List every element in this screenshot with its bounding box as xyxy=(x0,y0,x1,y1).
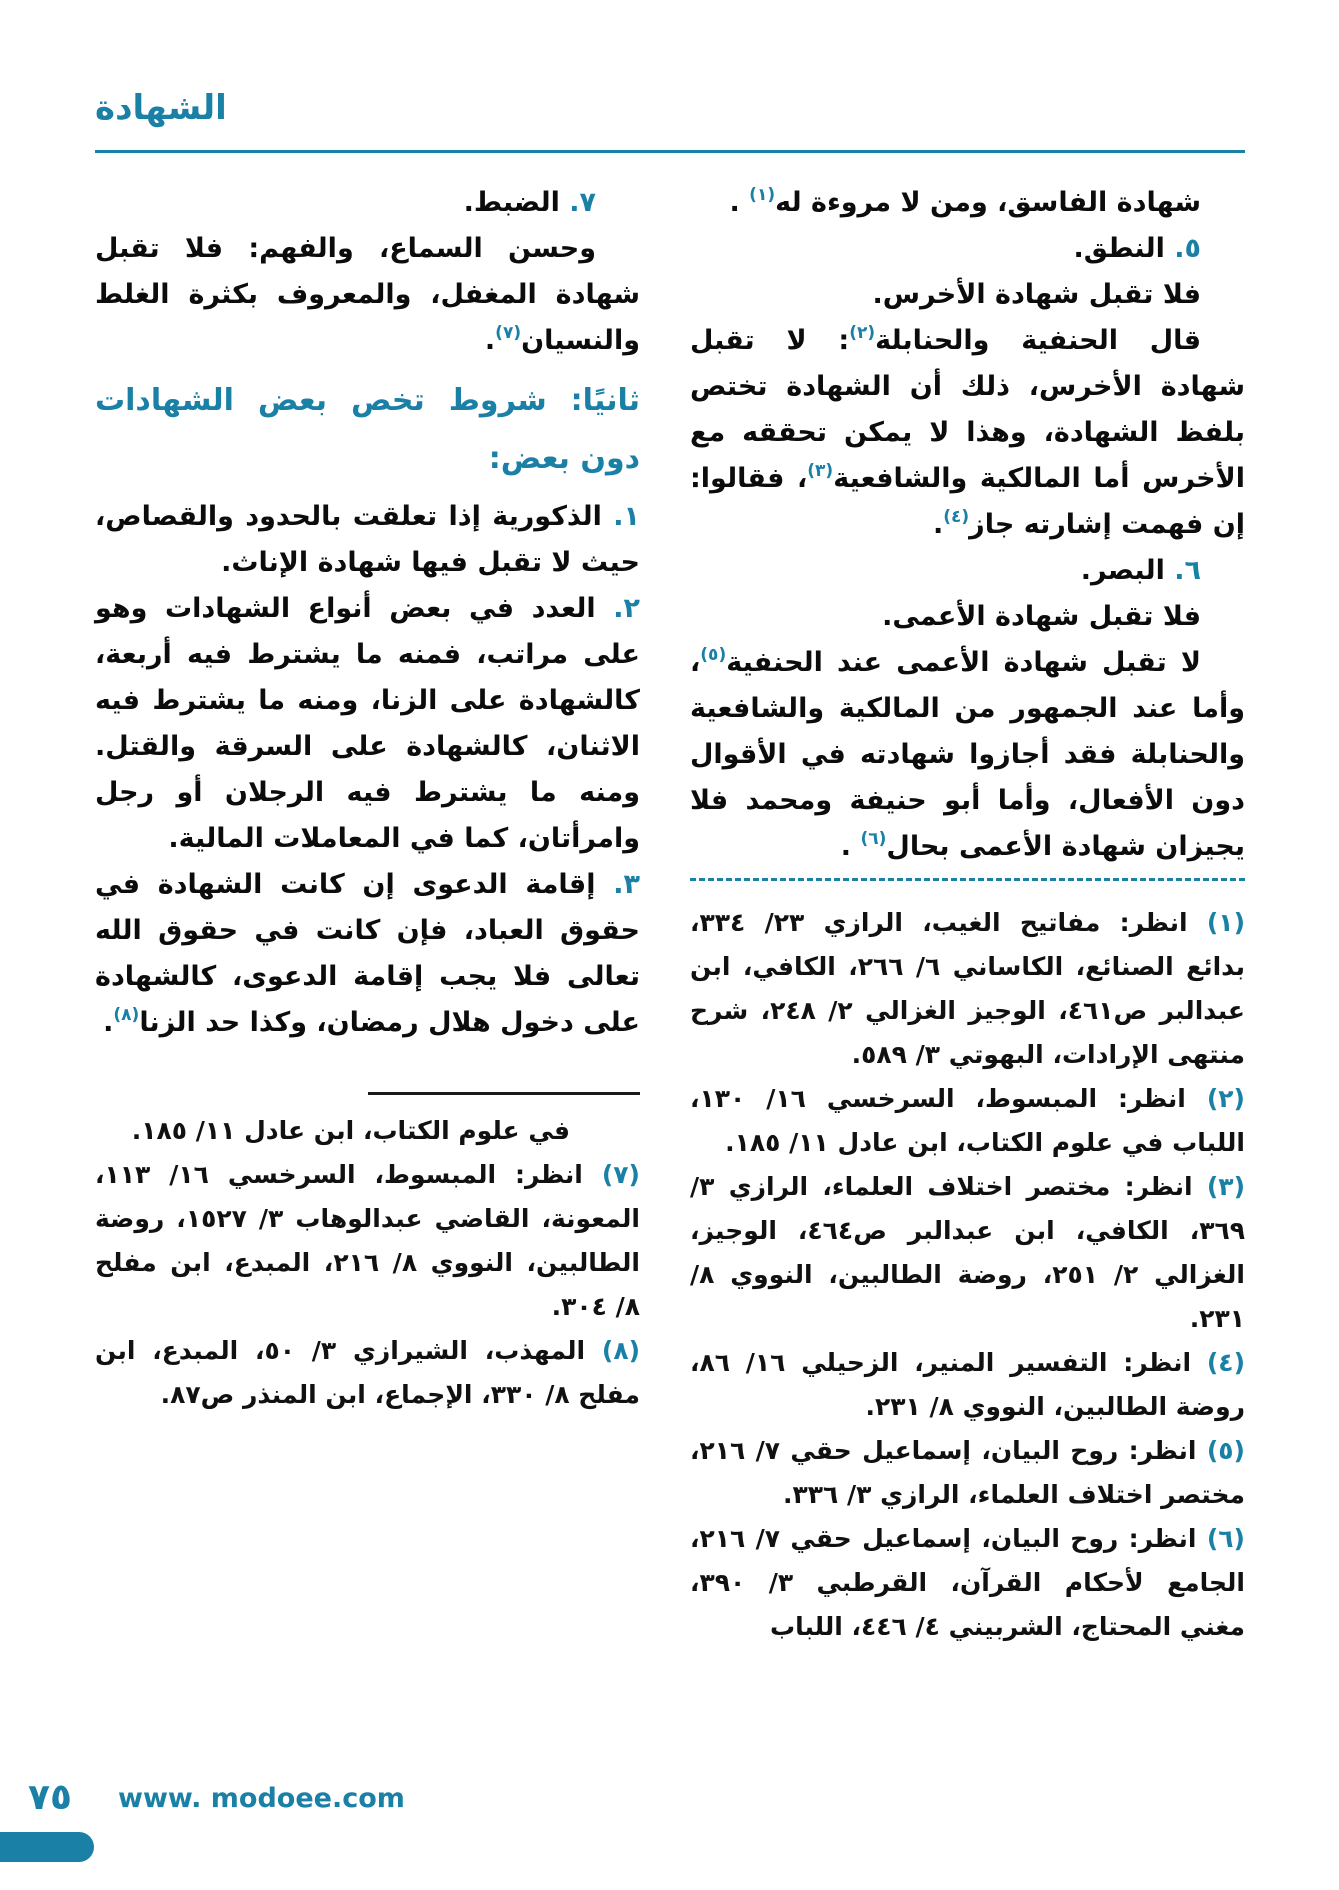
paragraph-akhras: فلا تقبل شهادة الأخرس. xyxy=(872,279,1201,310)
footnote-4 xyxy=(690,1341,1245,1429)
item-heading-6 xyxy=(690,548,1245,594)
item-number: ٦. xyxy=(1174,555,1201,586)
paragraph-aama-detail xyxy=(690,640,1245,870)
paragraph-text: ، وأما عند الجمهور من المالكية والشافعية والحنابلة فقد أجازوا شهادته في الأقوال دون الأفعال، وأما أبو حنيفة ومحمد فلا يجيزان شهادة الأعمى بحال xyxy=(690,647,1245,862)
item-title: الضبط. xyxy=(463,187,560,218)
footnote-8 xyxy=(95,1329,640,1417)
paragraph-fasiq xyxy=(690,180,1245,226)
item-number: ١. xyxy=(613,501,641,532)
paragraph-hanafiyya xyxy=(690,318,1245,548)
footnote-number: (٧) xyxy=(601,1160,640,1189)
footnote-ref-4: (٤) xyxy=(943,507,970,527)
item-text: إقامة الدعوى إن كانت الشهادة في حقوق العباد، فإن كانت في حقوق الله تعالى فلا يجب إقامة الدعوى، كالشهادة على دخول هلال رمضان، وكذا حد الزنا xyxy=(95,869,640,1038)
footnote-number: (٢) xyxy=(1206,1084,1245,1113)
footnote-number: (٦) xyxy=(1206,1524,1245,1553)
item-title: النطق. xyxy=(1073,233,1165,264)
paragraph-dabt xyxy=(95,226,640,364)
header-rule xyxy=(95,150,1245,153)
paragraph-text: : لا تقبل شهادة الأخرس، ذلك أن الشهادة تختص بلفظ الشهادة، وهذا لا يمكن تحققه مع الأخرس أما المالكية والشافعية xyxy=(690,325,1245,494)
footnote-text: انظر: مختصر اختلاف العلماء، الرازي ٣/ ٣٦٩، الكافي، ابن عبدالبر ص٤٦٤، الوجيز، الغزالي ٢/ ٢٥١، روضة الطالبين، النووي ٨/ ٢٣١. xyxy=(690,1172,1246,1333)
paragraph-text: قال الحنفية والحنابلة xyxy=(875,325,1201,356)
item-text: . xyxy=(103,1007,114,1038)
item-text: الذكورية إذا تعلقت بالحدود والقصاص، حيث لا تقبل فيها شهادة الإناث. xyxy=(95,501,640,578)
column-left xyxy=(95,180,640,1649)
footnote-text: انظر: المبسوط، السرخسي ١٦/ ١٣٠، اللباب في علوم الكتاب، ابن عادل ١١/ ١٨٥. xyxy=(690,1084,1245,1157)
footnote-2 xyxy=(690,1077,1245,1165)
footnote-text: انظر: المبسوط، السرخسي ١٦/ ١١٣، المعونة، القاضي عبدالوهاب ٣/ ١٥٢٧، روضة الطالبين، النووي ٨/ ٢١٦، المبدع، ابن مفلح ٨/ ٣٠٤. xyxy=(95,1160,641,1321)
list-item-1 xyxy=(95,494,640,586)
paragraph-text: . xyxy=(484,325,496,356)
page-title: الشهادة xyxy=(95,88,227,128)
paragraph-text: ، فقالوا: إن فهمت إشارته جاز xyxy=(690,463,1245,540)
footnote-ref-7: (٧) xyxy=(495,323,522,343)
item-title: البصر. xyxy=(1080,555,1165,586)
list-item-3 xyxy=(95,862,640,1046)
footnote-number: (٨) xyxy=(601,1336,641,1365)
footnote-number: (٤) xyxy=(1206,1348,1245,1377)
footnote-text: انظر: روح البيان، إسماعيل حقي ٧/ ٢١٦، مختصر اختلاف العلماء، الرازي ٣/ ٣٣٦. xyxy=(690,1436,1245,1509)
item-text: العدد في بعض أنواع الشهادات وهو على مراتب، فمنه ما يشترط فيه أربعة، كالشهادة على الزنا، ومنه ما يشترط فيه الاثنان، كالشهادة على السرقة والقتل. ومنه ما يشترط فيه الرجلان أو رجل وامرأتان، كما في المعاملات المالية. xyxy=(95,593,640,854)
footer-accent-bar xyxy=(0,1832,94,1862)
paragraph-text: لا تقبل شهادة الأعمى عند الحنفية xyxy=(726,647,1201,678)
item-number: ٥. xyxy=(1174,233,1201,264)
footnotes-left xyxy=(95,1109,640,1417)
footnote-ref-2: (٢) xyxy=(849,323,876,343)
column-right xyxy=(690,180,1245,1649)
footnote-6 xyxy=(690,1517,1245,1649)
footnote-ref-3: (٣) xyxy=(807,461,834,481)
content-columns xyxy=(95,180,1245,1649)
website-link[interactable]: www. modoee.com xyxy=(118,1783,405,1814)
footnote-5 xyxy=(690,1429,1245,1517)
footnote-separator-line xyxy=(368,1092,640,1095)
item-number: ٧. xyxy=(569,187,596,218)
item-number: ٢. xyxy=(613,593,640,624)
footnote-number: (٣) xyxy=(1206,1172,1245,1201)
footnote-1 xyxy=(690,901,1245,1077)
paragraph-text: . xyxy=(932,509,944,540)
paragraph-text: شهادة الفاسق، ومن لا مروءة له xyxy=(775,187,1201,218)
footnotes-right xyxy=(690,901,1245,1649)
footnote-7 xyxy=(95,1153,640,1329)
footnote-text: انظر: التفسير المنير، الزحيلي ١٦/ ٨٦، روضة الطالبين، النووي ٨/ ٢٣١. xyxy=(690,1348,1245,1421)
footnote-6-continuation: في علوم الكتاب، ابن عادل ١١/ ١٨٥. xyxy=(131,1116,570,1145)
item-heading-5 xyxy=(690,226,1245,272)
footnote-text: انظر: روح البيان، إسماعيل حقي ٧/ ٢١٦، الجامع لأحكام القرآن، القرطبي ٣/ ٣٩٠، مغني المحتاج، الشربيني ٤/ ٤٤٦، اللباب xyxy=(690,1524,1245,1641)
item-heading-7 xyxy=(95,180,640,226)
page-number: ٧٥ xyxy=(28,1777,72,1818)
item-number: ٣. xyxy=(613,869,640,900)
footnote-separator-dashed xyxy=(690,878,1245,881)
paragraph-text: وحسن السماع، والفهم: فلا تقبل شهادة المغفل، والمعروف بكثرة الغلط والنسيان xyxy=(95,233,640,356)
footnote-number: (٥) xyxy=(1206,1436,1245,1465)
paragraph-aama: فلا تقبل شهادة الأعمى. xyxy=(882,601,1201,632)
footnote-number: (١) xyxy=(1206,908,1245,937)
footnote-ref-6: (٦) xyxy=(860,829,887,849)
footnote-3 xyxy=(690,1165,1245,1341)
footnote-text: انظر: مفاتيح الغيب، الرازي ٢٣/ ٣٣٤، بدائع الصنائع، الكاساني ٦/ ٢٦٦، الكافي، ابن عبدالبر ص٤٦١، الوجيز الغزالي ٢/ ٢٤٨، شرح منتهى الإرادات، البهوتي ٣/ ٥٨٩. xyxy=(690,908,1245,1069)
footnote-ref-1: (١) xyxy=(749,185,776,205)
footnote-ref-8: (٨) xyxy=(113,1005,140,1025)
paragraph-text: . xyxy=(729,187,750,218)
footnote-ref-5: (٥) xyxy=(700,645,727,665)
footnote-text: المهذب، الشيرازي ٣/ ٥٠، المبدع، ابن مفلح ٨/ ٣٣٠، الإجماع، ابن المنذر ص٨٧. xyxy=(95,1336,640,1409)
section-heading-thaniyan: ثانيًا: شروط تخص بعض الشهادات دون بعض: xyxy=(95,383,640,476)
paragraph-text: . xyxy=(840,831,861,862)
list-item-2 xyxy=(95,586,640,862)
